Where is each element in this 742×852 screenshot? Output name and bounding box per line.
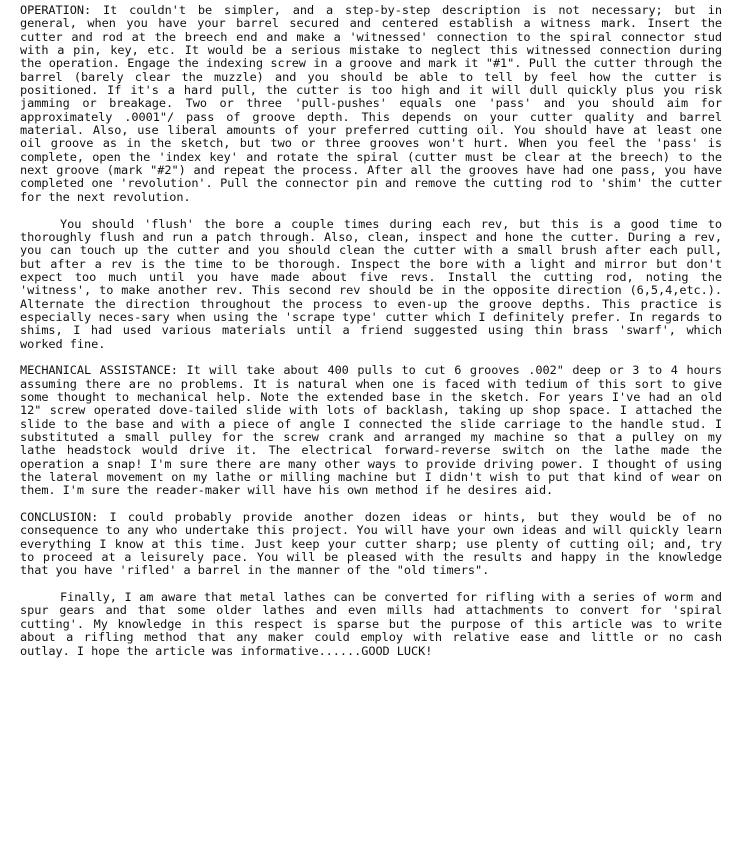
mechanical-assistance-paragraph: MECHANICAL ASSISTANCE: It will take about 400 pulls to cut 6 grooves .002" deep or 3 to 4 hours assuming there are no problems. It is natural when one is faced with tedium of this sort to give some thought to mechanical help. Note the extended base in the sketch. For years I've had an old 12" screw operated dove-tailed slide with lots of backlash, taking up shop space. I attached the slide to the base and with a piece of angle I connected the slide carriage to the handle stud. I substituted a small pulley for the screw crank and arranged my machine so that a pulley on my lathe headstock would drive it. The electrical forward-reverse switch on the lathe made the operation a snap! I'm sure there are many other ways to provide driving power. I thought of using the lateral movement on my lathe or milling machine but I didn't wish to put that kind of wear on them. I'm sure the reader-maker will have his own method if he desires aid. [20,363,722,498]
conclusion-paragraph: CONCLUSION: I could probably provide another dozen ideas or hints, but they would be of no consequence to any who undertake this project. You will have your own ideas and will quickly learn everything I know at this time. Just keep your cutter sharp; use plenty of cutting oil; and, try to proceed at a leisurely pace. You will be pleased with the results and happy in the knowledge that you have 'rifled' a barrel in the manner of the "old timers". [20,510,722,578]
operation-paragraph: OPERATION: It couldn't be simpler, and a step-by-step description is not necessary; but in general, when you have your barrel secured and centered establish a witness mark. Insert the cutter and rod at the breech end and make a 'witnessed' connection to the spiral connector stud with a pin, key, etc. It would be a serious mistake to neglect this witnessed connection during the operation. Engage the indexing screw in a groove and mark it "#1". Pull the cutter through the barrel (barely clear the muzzle) and you should be able to tell by feel how the cutter is positioned. If it's a hard pull, the cutter is too high and it will dull quickly plus you risk jamming or breakage. Two or three 'pull-pushes' equals one 'pass' and you should aim for approximately .0001"/ pass of groove depth. This depends on your cutter quality and barrel material. Also, use liberal amounts of your preferred cutting oil. You should have at least one oil groove as in the sketch, but two or three grooves won't hurt. When you feel the 'pass' is complete, open the 'index key' and rotate the spiral (cutter must be clear at the breech) to the next groove (mark "#2") and repeat the process. After all the grooves have had one pass, you have completed one 'revolution'. Pull the connector pin and remove the cutting rod to 'shim' the cutter for the next revolution. [20,3,722,204]
flush-paragraph: You should 'flush' the bore a couple times during each rev, but this is a good time to thoroughly flush and run a patch through. Also, clean, inspect and hone the cutter. During a rev, you can touch up the cutter and you should clean the cutter with a small brush after each pull, but after a rev is the time to be thorough. Inspect the bore with a light and mirror but don't expect too much until you have made about five revs. Install the cutting rod, noting the 'witness', to make another rev. This second rev should be in the opposite direction (6,5,4,etc.). Alternate the direction throughout the process to even-up the groove depths. This practice is especially neces-sary when using the 'scrape type' cutter which I definitely prefer. In regards to shims, I had used various materials until a friend suggested using thin brass 'swarf', which worked fine. [20,216,722,351]
finally-paragraph: Finally, I am aware that metal lathes can be converted for rifling with a series of worm and spur gears and that some older lathes and even mills had attachments to convert for 'spiral cutting'. My knowledge in this respect is sparse but the purpose of this article was to write about a rifling method that any maker could employ with relative ease and little or no cash outlay. I hope the article was informative......GOOD LUCK! [20,590,722,658]
article-page [20,4,722,671]
